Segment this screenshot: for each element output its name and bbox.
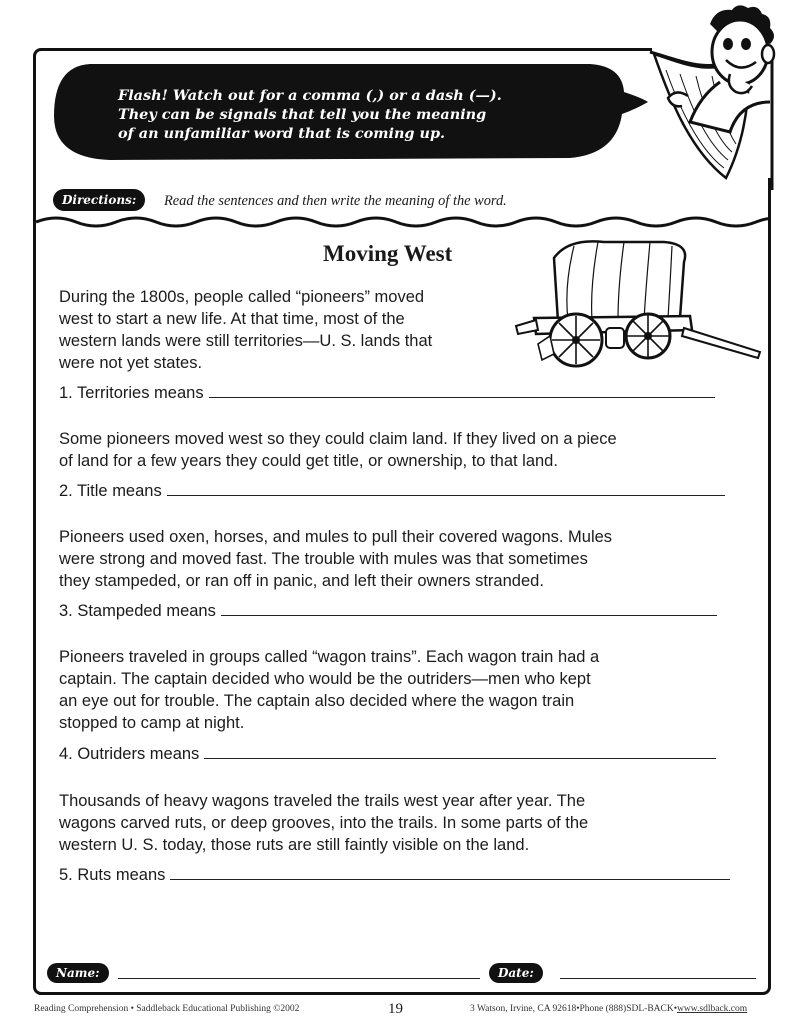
question-5: [59, 864, 730, 886]
footer-address: 3 Watson, Irvine, CA 92618•Phone (888)SDL-BACK•: [470, 1004, 678, 1014]
passage-line: Some pioneers moved west so they could claim land. If they lived on a piece: [59, 430, 617, 448]
passage-4: [59, 646, 599, 734]
boy-cartoon-icon: [660, 4, 792, 142]
answer-blank-1[interactable]: [209, 384, 715, 398]
name-field[interactable]: [118, 978, 480, 979]
wavy-divider-icon: [36, 212, 770, 232]
passage-line: Pioneers traveled in groups called “wagon trains”. Each wagon train had a: [59, 648, 600, 666]
passage-line: western U. S. today, those ruts are still faintly visible on the land.: [59, 836, 530, 854]
question-label: 2. Title means: [59, 482, 162, 500]
passage-2: [59, 428, 617, 472]
footer-contact: [470, 1004, 747, 1014]
passage-line: an eye out for trouble. The captain also decided where the wagon train: [59, 692, 575, 710]
date-badge: Date:: [489, 963, 543, 983]
answer-blank-2[interactable]: [167, 482, 725, 496]
passage-line: captain. The captain decided who would be the outriders—men who kept: [59, 670, 591, 688]
question-label: 5. Ruts means: [59, 866, 166, 884]
question-3: [59, 600, 717, 622]
passage-line: During the 1800s, people called “pioneers” moved: [59, 288, 425, 306]
footer-publisher: Reading Comprehension • Saddleback Educational Publishing ©2002: [34, 1004, 300, 1014]
page-title: Moving West: [323, 241, 453, 266]
passage-line: western lands were still territories—U. S. lands that: [59, 332, 433, 350]
passage-line: were not yet states.: [59, 354, 203, 372]
question-4: [59, 743, 716, 765]
directions-text: Read the sentences and then write the meaning of the word.: [164, 193, 507, 209]
question-1: [59, 382, 715, 404]
answer-blank-3[interactable]: [221, 602, 717, 616]
directions-badge: Directions:: [53, 189, 145, 211]
passage-line: Pioneers used oxen, horses, and mules to pull their covered wagons. Mules: [59, 528, 613, 546]
flash-line: Flash! Watch out for a comma (,) or a dash (—).: [118, 87, 502, 104]
passage-line: west to start a new life. At that time, most of the: [59, 310, 405, 328]
covered-wagon-icon: [514, 236, 762, 372]
name-badge: Name:: [47, 963, 109, 983]
passage-3: [59, 526, 612, 592]
passage-line: of land for a few years they could get title, or ownership, to that land.: [59, 452, 558, 470]
answer-blank-4[interactable]: [204, 745, 716, 759]
flash-line: They can be signals that tell you the meaning: [118, 106, 487, 123]
question-label: 4. Outriders means: [59, 745, 200, 763]
answer-blank-5[interactable]: [170, 866, 730, 880]
page-number: 19: [388, 1001, 403, 1017]
flash-tip: [118, 86, 588, 143]
passage-line: Thousands of heavy wagons traveled the trails west year after year. The: [59, 792, 586, 810]
flash-line: of an unfamiliar word that is coming up.: [118, 125, 446, 142]
question-label: 3. Stampeded means: [59, 602, 216, 620]
passage-5: [59, 790, 588, 856]
question-2: [59, 480, 725, 502]
passage-line: they stampeded, or ran off in panic, and left their owners stranded.: [59, 572, 544, 590]
date-field[interactable]: [560, 978, 756, 979]
passage-line: wagons carved ruts, or deep grooves, into the trails. In some parts of the: [59, 814, 589, 832]
passage-line: were strong and moved fast. The trouble with mules was that sometimes: [59, 550, 588, 568]
passage-1: [59, 286, 432, 374]
question-label: 1. Territories means: [59, 384, 204, 402]
passage-line: stopped to camp at night.: [59, 714, 245, 732]
footer-website-link[interactable]: www.sdlback.com: [677, 1004, 748, 1014]
